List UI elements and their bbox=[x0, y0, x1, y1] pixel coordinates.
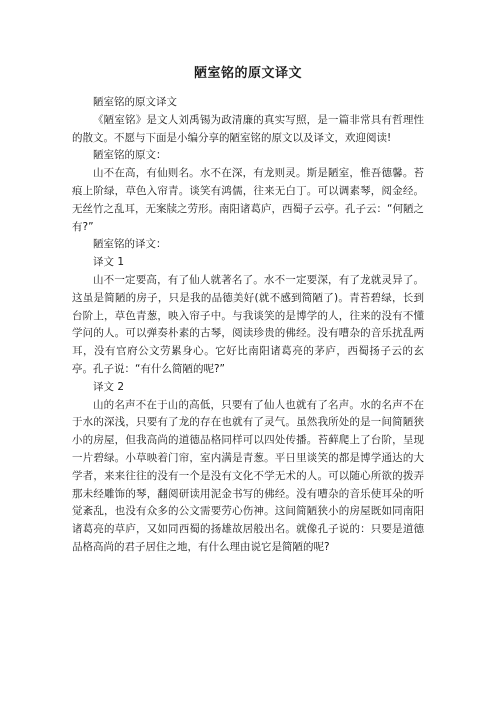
translation-2-text: 山的名声不在于山的高低，只要有了仙人也就有了名声。水的名声不在于水的深浅，只要有了龙的存在也就有了灵气。虽然我所处的是一间简陋狭小的房屋，但我高尚的道德品格同样可以四处传播。苔藓爬上了台阶，呈现一片碧绿。小草映着门帘，室内满是青葱。平日里谈笑的都是博学通达的大学者，来来往往的没有一个是没有文化不学无术的人。可以随心所欲的拨弄那未经雕饰的琴，翻阅研读用泥金书写的佛经。没有嘈杂的音乐使耳朵的听觉紊乱，也没有众多的公文需要劳心伤神。这间简陋狭小的房屋既如同南阳诸葛亮的草庐，又如同西蜀的扬雄故居般出名。就像孔子说的：只要是道德品格高尚的君子居住之地，有什么理由说它是简陋的呢? bbox=[72, 398, 424, 553]
page-title: 陋室铭的原文译文 bbox=[193, 66, 302, 81]
original-text: 山不在高，有仙则名。水不在深，有龙则灵。斯是陋室，惟吾德馨。苔痕上阶绿，草色入帘青。谈笑有鸿儒，往来无白丁。可以调素琴，阅金经。无丝竹之乱耳，无案牍之劳形。南阳诸葛庐，西蜀子云亭。孔子云：“何陋之有?” bbox=[72, 167, 424, 233]
translation-1-text: 山不一定要高，有了仙人就著名了。水不一定要深，有了龙就灵异了。这虽是简陋的房子，只是我的品德美好(就不感到简陋了)。青苔碧绿，长到台阶上，草色青葱，映入帘子中。与我谈笑的是博学的人，往来的没有不懂学问的人。可以弹奏朴素的古琴，阅读珍贵的佛经。没有嘈杂的音乐扰乱两耳，没有官府公文劳累身心。它好比南阳诸葛亮的茅庐，西蜀扬子云的玄亭。孔子说：“有什么简陋的呢?” bbox=[72, 273, 424, 375]
translation-heading: 陋室铭的译文： bbox=[93, 238, 167, 251]
intro-paragraph: 《陋室铭》是文人刘禹锡为政清廉的真实写照，是一篇非常具有哲理性的散文。不愿与下面是小编分享的陋室铭的原文以及译文，欢迎阅读! bbox=[72, 113, 424, 144]
original-heading: 陋室铭的原文： bbox=[93, 149, 167, 162]
article-body bbox=[72, 94, 424, 557]
translation-2-heading: 译文 2 bbox=[93, 380, 125, 393]
translation-1-heading: 译文 1 bbox=[93, 256, 125, 269]
subtitle-paragraph: 陋室铭的原文译文 bbox=[93, 96, 177, 108]
